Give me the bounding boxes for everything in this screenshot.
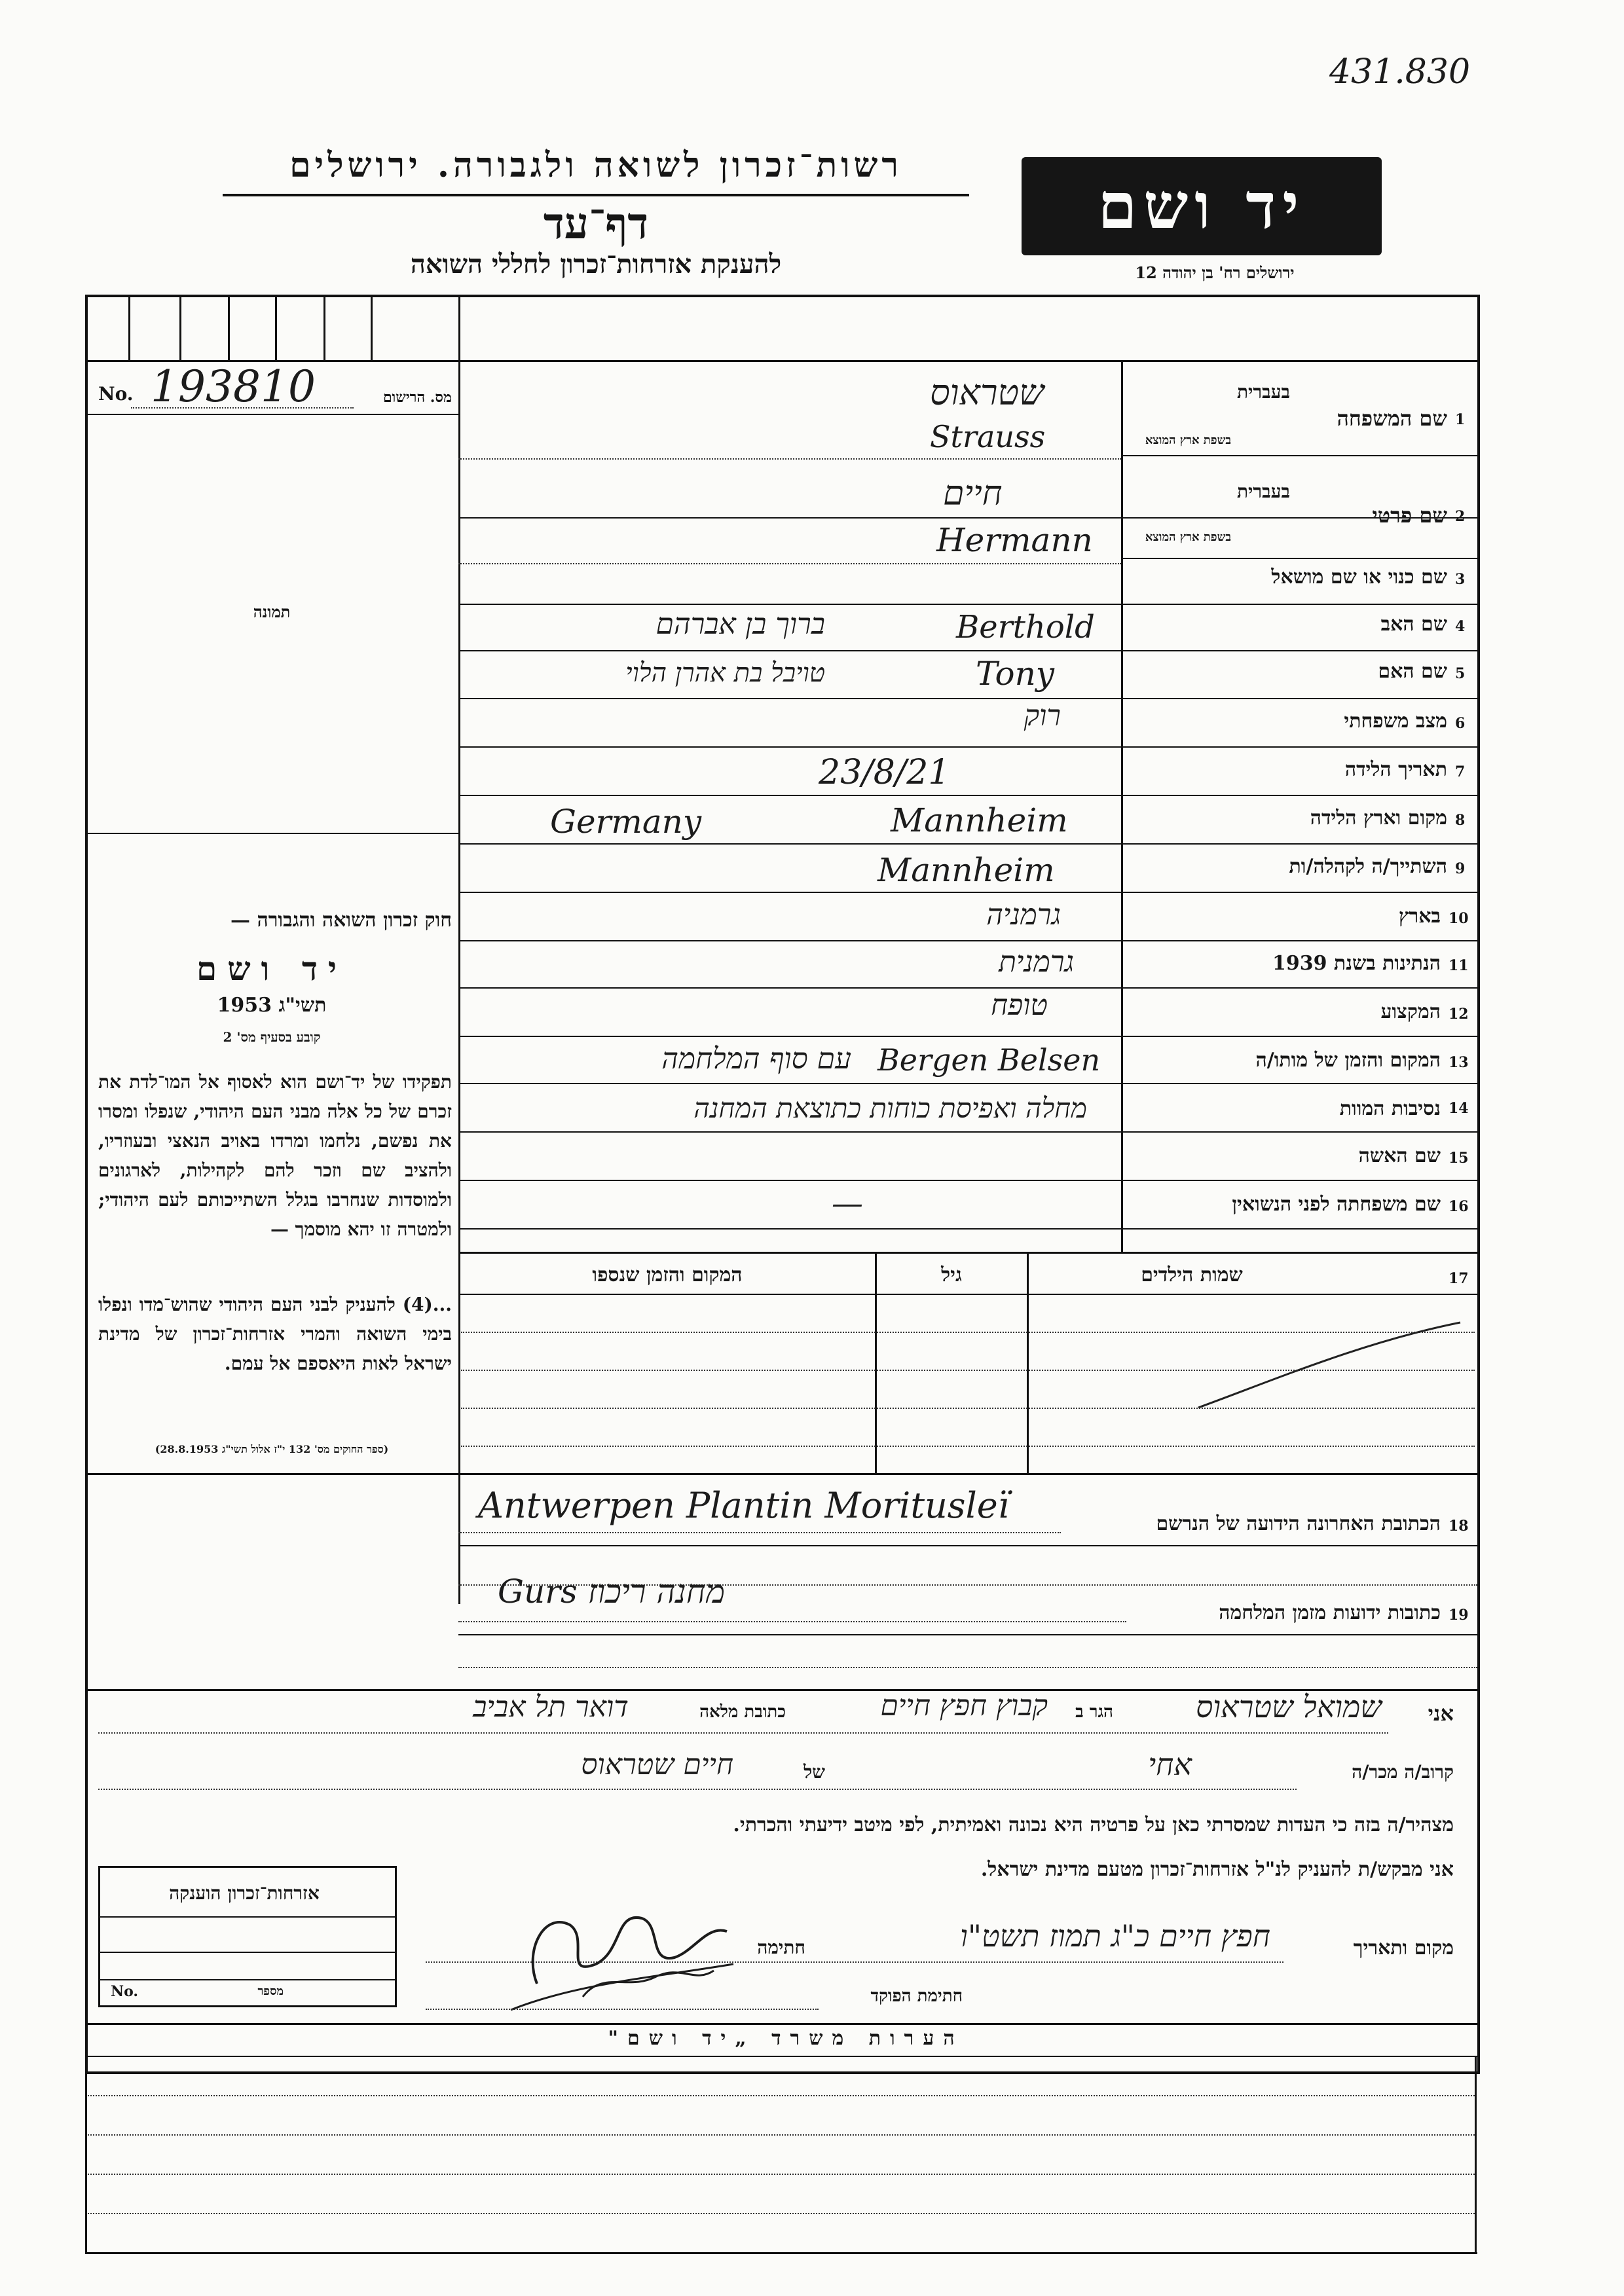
field-6-number: 6 <box>1455 715 1466 732</box>
field-15-number: 15 <box>1449 1150 1469 1167</box>
registration-no-label-he: מס. הרישום <box>382 389 452 406</box>
form-subtitle: להענקת אזרחות־זכרון לחללי השואה <box>410 249 782 280</box>
citizenship-no-label-he: מספר <box>257 1984 284 1998</box>
declarant-ani-label: אני <box>1428 1701 1454 1726</box>
declarant-request: אני מבקש/ת להעניק לנ"ל אזרחות־זכרון מטעם מדינת ישראל. <box>980 1858 1454 1881</box>
field-5-value-he: טויבל בת אהרן הלוי <box>625 658 825 688</box>
field-6-value: רוק <box>1024 699 1061 733</box>
declarant-signature <box>498 1886 747 2016</box>
field-5-label: שם האם <box>1378 660 1447 683</box>
field-7-value: 23/8/21 <box>819 753 950 792</box>
children-number: 17 <box>1449 1270 1469 1287</box>
field-9-value: Mannheim <box>877 851 1055 889</box>
law-body: תפקידו של יד־ושם הוא לאסוף אל המו־לדת את זכרם של כל אלה מבני העם היהודי, שנפלו ומסרו את נפשם, נלחמו ומרדו באויב הנאצי ובעוזריו, ולהציב שם וזכר להם לקהילות, לארגונים ולמוסדות שנחרבו בגלל השתייכותם לעם היהודי; ולמטרה זו יהא מוסמך — <box>98 1071 452 1240</box>
law-footnote: (ספר החוקים מס' 132 י"ז אלול תשי"ג 28.8.1953) <box>155 1443 389 1455</box>
field-3-number: 3 <box>1455 571 1466 588</box>
field-2-value-he: חיים <box>943 474 1003 513</box>
field-1-number: 1 <box>1455 411 1466 428</box>
logo-address: ירושלים רח' בן יהודה 12 <box>1135 263 1295 282</box>
logo-text: יד ושם <box>1098 169 1306 243</box>
children-col-place: המקום והזמן שנספו <box>592 1264 743 1286</box>
declarant-full-address-value: דואר תל אביב <box>473 1690 629 1724</box>
field-10-number: 10 <box>1449 910 1469 927</box>
field-13-number: 13 <box>1449 1054 1469 1071</box>
registration-no-label: No. <box>98 383 134 405</box>
field-12-value: טופח <box>991 989 1048 1022</box>
field-1-label: שם המשפחה <box>1337 406 1447 431</box>
stamp-number: 431.830 <box>1329 52 1471 92</box>
form-title: דף־עד <box>543 198 649 249</box>
declarant-of-value: חיים שטראוס <box>581 1748 733 1781</box>
law-year: תשי"ג 1953 <box>217 994 327 1017</box>
declarant-of-label: של <box>803 1761 825 1783</box>
address-number: 18 <box>1449 1518 1469 1535</box>
address-label: הכתובת האחרונה הידועה של הנרשם <box>1156 1512 1441 1535</box>
official-sig-label: חתימת הפוקד <box>870 1986 963 2006</box>
field-9-number: 9 <box>1455 860 1466 877</box>
field-10-label: בארץ <box>1398 905 1441 928</box>
field-8-value: Mannheim <box>891 801 1068 839</box>
law-name: יד ושם <box>196 949 347 988</box>
declarant-full-address-label: כתובת מלאה <box>699 1702 786 1722</box>
registration-no-value: 193810 <box>151 361 316 412</box>
field-15-label: שם האשה <box>1358 1144 1441 1167</box>
yad-vashem-logo <box>1022 157 1382 255</box>
field-12-number: 12 <box>1449 1006 1469 1023</box>
field-2-label: שם פרטי <box>1372 503 1447 528</box>
citizenship-no-label: No. <box>111 1983 139 2000</box>
war-address-number: 19 <box>1449 1607 1469 1624</box>
declarant-place-date-label: מקום ותאריך <box>1353 1937 1454 1959</box>
field-1-sub-he: בעברית <box>1236 381 1290 403</box>
law-section: קובע בסעיף מס' 2 <box>223 1029 321 1045</box>
field-7-label: תאריך הלידה <box>1344 758 1447 781</box>
field-8-country: Germany <box>550 803 702 841</box>
field-3-label: שם כנוי או שם מושאל <box>1271 566 1447 589</box>
field-4-value-he: ברוך בן אברהם <box>655 608 825 641</box>
field-2-number: 2 <box>1455 508 1466 525</box>
field-11-number: 11 <box>1449 957 1469 974</box>
declarant-resides-label: הגר ב <box>1075 1702 1113 1722</box>
law-clause: ...(4) להעניק לבני העם היהודי שהוש־מדו ונפלו בימי השואה והמרי אזרחות־זכרון של מדינת ישראל לאות היאספם אל עמם. <box>98 1294 452 1374</box>
declarant-relative-label: קרוב/ה מכר/ה <box>1352 1761 1454 1783</box>
field-7-number: 7 <box>1455 763 1466 780</box>
declarant-relative-value: אחי <box>1148 1747 1192 1782</box>
field-12-label: המקצוע <box>1380 1000 1441 1023</box>
field-1-value-orig: Strauss <box>930 419 1046 454</box>
field-2-value-orig: Hermann <box>936 521 1093 559</box>
field-13-value: Bergen Belsen <box>877 1042 1101 1078</box>
field-8-label: מקום וארץ הלידה <box>1310 807 1447 829</box>
field-5-value: Tony <box>976 655 1055 693</box>
field-13-value-he: עם סוף המלחמה <box>661 1042 851 1076</box>
field-8-number: 8 <box>1455 812 1466 829</box>
field-14-label: נסיבות המוות <box>1339 1097 1441 1120</box>
field-5-number: 5 <box>1455 665 1466 682</box>
declarant-ani-value: שמואל שטראוס <box>1196 1689 1382 1724</box>
war-address-label: כתובות ידועות מזמן המלחמה <box>1219 1601 1441 1624</box>
field-10-value: גרמניה <box>986 898 1061 932</box>
field-4-value: Berthold <box>956 609 1095 646</box>
declarant-statement: מצהיר/ה בזה כי העדות שמסרתי כאן על פרטיה היא נכונה ואמיתית, לפי מיטב ידיעתי והכרתי. <box>733 1813 1454 1836</box>
field-14-number: 14 <box>1449 1100 1469 1117</box>
field-14-value: מחלה ואפיסת כוחות כתוצאת המחנה <box>693 1092 1087 1124</box>
field-1-sub-orig: בשפת ארץ המוצא <box>1145 433 1231 447</box>
authority-title: רשות־זכרון לשואה ולגבורה. ירושלים <box>289 145 902 185</box>
field-16-number: 16 <box>1449 1198 1469 1215</box>
field-1-value-he: שטראוס <box>930 372 1044 413</box>
office-notes-title: הערות משרד „יד ושם" <box>608 2027 964 2050</box>
field-16-label: שם משפחתה לפני הנשואין <box>1232 1193 1441 1216</box>
field-4-number: 4 <box>1455 618 1466 635</box>
photo-label: תמונה <box>253 602 291 621</box>
field-6-label: מצב משפחתי <box>1344 710 1447 733</box>
field-16-value: — <box>832 1185 863 1222</box>
declarant-resides-value: קבוץ חפץ חיים <box>880 1689 1048 1722</box>
address-value: Antwerpen Plantin Moritusleï <box>478 1485 1010 1526</box>
law-title: חוק זכרון השואה והגבורה — <box>231 909 452 932</box>
citizenship-box <box>98 1866 397 2007</box>
declarant-signature-label: חתימה <box>757 1937 805 1958</box>
children-col-names: שמות הילדים <box>1141 1264 1243 1286</box>
reg-boxes <box>88 296 458 360</box>
field-13-label: המקום והזמן של מותו/ה <box>1255 1049 1441 1072</box>
field-11-label: הנתינות בשנת 1939 <box>1272 952 1441 975</box>
field-2-sub-orig: בשפת ארץ המוצא <box>1145 530 1231 544</box>
field-2-sub-he: בעברית <box>1236 481 1290 502</box>
citizenship-box-title: אזרחות־זכרון הוענקה <box>169 1882 320 1904</box>
field-9-label: השתייך/ה לקהלה/ות <box>1289 855 1447 878</box>
declarant-place-date-value: חפץ חיים כ"ג תמוז תשט"ו <box>960 1918 1270 1954</box>
war-address-value: Gurs מחנה ריכוז <box>498 1573 726 1611</box>
children-col-age: גיל <box>941 1264 962 1286</box>
field-4-label: שם האב <box>1380 613 1447 636</box>
children-strike-line <box>1192 1316 1467 1414</box>
field-11-value: גרמנית <box>999 945 1074 979</box>
